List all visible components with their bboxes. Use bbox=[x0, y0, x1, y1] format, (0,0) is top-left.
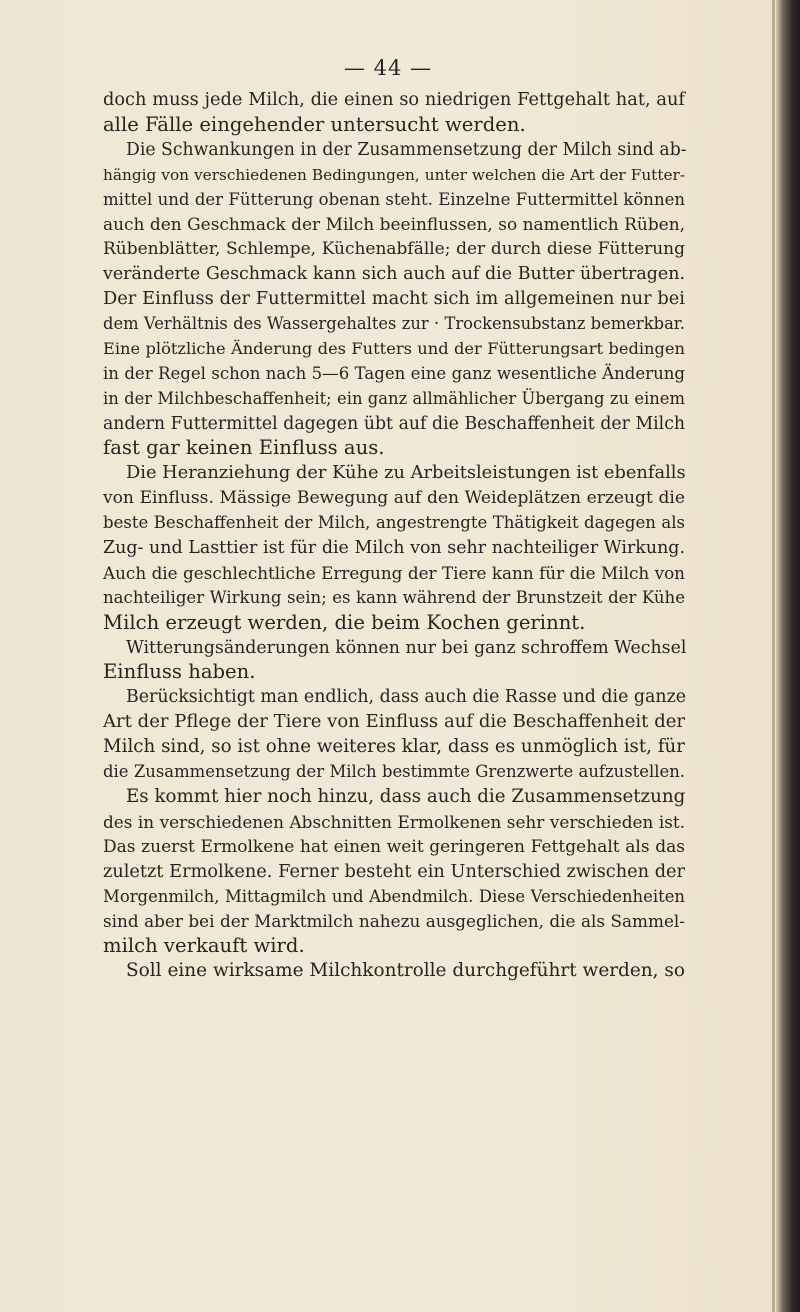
text-line: andern Futtermittel dagegen übt auf die Beschaffenheit der Milch bbox=[103, 413, 685, 434]
text-line: doch muss jede Milch, die einen so niedrigen Fettgehalt hat, auf bbox=[103, 90, 685, 110]
text-line: Witterungsänderungen können nur bei ganz schroffem Wechsel bbox=[126, 637, 687, 658]
book-spine-edge bbox=[776, 0, 800, 1312]
text-line: hängig von verschiedenen Bedingungen, unter welchen die Art der Futter- bbox=[103, 165, 685, 184]
text-line: Milch erzeugt werden, die beim Kochen gerinnt. bbox=[103, 610, 586, 634]
text-line: Eine plötzliche Änderung des Futters und der Fütterungsart bedingen bbox=[103, 338, 685, 358]
text-line: alle Fälle eingehender untersucht werden. bbox=[103, 112, 526, 136]
text-line: dem Verhältnis des Wassergehaltes zur · Trockensubstanz bemerkbar. bbox=[103, 314, 685, 334]
text-line: mittel und der Fütterung obenan steht. Einzelne Futtermittel können bbox=[103, 189, 685, 209]
text-line: Die Schwankungen in der Zusammensetzung der Milch sind ab- bbox=[126, 139, 687, 160]
text-line: beste Beschaffenheit der Milch, angestrengte Thätigkeit dagegen als bbox=[103, 513, 685, 533]
text-line: in der Regel schon nach 5—6 Tagen eine ganz wesentliche Änderung bbox=[103, 363, 685, 383]
text-line: milch verkauft wird. bbox=[103, 934, 305, 958]
body-text bbox=[103, 88, 685, 984]
text-line: sind aber bei der Marktmilch nahezu ausgeglichen, die als Sammel- bbox=[103, 911, 685, 932]
text-line: auch den Geschmack der Milch beeinflussen, so namentlich Rüben, bbox=[103, 214, 685, 235]
text-line: Berücksichtigt man endlich, dass auch die Rasse und die ganze bbox=[126, 687, 687, 708]
text-line: nachteiliger Wirkung sein; es kann während der Brunstzeit der Kühe bbox=[103, 587, 685, 607]
text-line: veränderte Geschmack kann sich auch auf die Butter übertragen. bbox=[103, 264, 685, 285]
text-line: Art der Pflege der Tiere von Einfluss auf die Beschaffenheit der bbox=[103, 711, 685, 733]
text-line: fast gar keinen Einfluss aus. bbox=[103, 436, 385, 460]
text-line: Die Heranziehung der Kühe zu Arbeitsleistungen ist ebenfalls bbox=[126, 462, 686, 484]
text-line: Morgenmilch, Mittagmilch und Abendmilch. Diese Verschiedenheiten bbox=[103, 886, 685, 906]
text-line: Es kommt hier noch hinzu, dass auch die Zusammensetzung bbox=[126, 785, 686, 807]
text-line: des in verschiedenen Abschnitten Ermolkenen sehr verschieden ist. bbox=[103, 811, 685, 832]
text-line: Zug- und Lasttier ist für die Milch von sehr nachteiliger Wirkung. bbox=[103, 538, 685, 559]
text-line: Das zuerst Ermolkene hat einen weit geringeren Fettgehalt als das bbox=[103, 836, 685, 857]
text-line: Einfluss haben. bbox=[103, 660, 256, 684]
text-line: Rübenblätter, Schlempe, Küchenabfälle; der durch diese Fütterung bbox=[103, 239, 685, 260]
page-number: — 44 — bbox=[343, 56, 433, 80]
text-line: Milch sind, so ist ohne weiteres klar, dass es unmöglich ist, für bbox=[103, 736, 685, 758]
page-fold-line bbox=[772, 0, 775, 1312]
text-line: von Einfluss. Mässige Bewegung auf den Weideplätzen erzeugt die bbox=[103, 488, 685, 509]
text-line: zuletzt Ermolkene. Ferner besteht ein Unterschied zwischen der bbox=[103, 861, 685, 882]
text-line: in der Milchbeschaffenheit; ein ganz allmählicher Übergang zu einem bbox=[103, 388, 685, 408]
text-line: Soll eine wirksame Milchkontrolle durchgeführt werden, so bbox=[126, 960, 685, 982]
text-line: die Zusammensetzung der Milch bestimmte Grenzwerte aufzustellen. bbox=[103, 762, 685, 782]
text-line: Der Einfluss der Futtermittel macht sich im allgemeinen nur bei bbox=[103, 288, 685, 310]
text-line: Auch die geschlechtliche Erregung der Tiere kann für die Milch von bbox=[103, 562, 685, 583]
